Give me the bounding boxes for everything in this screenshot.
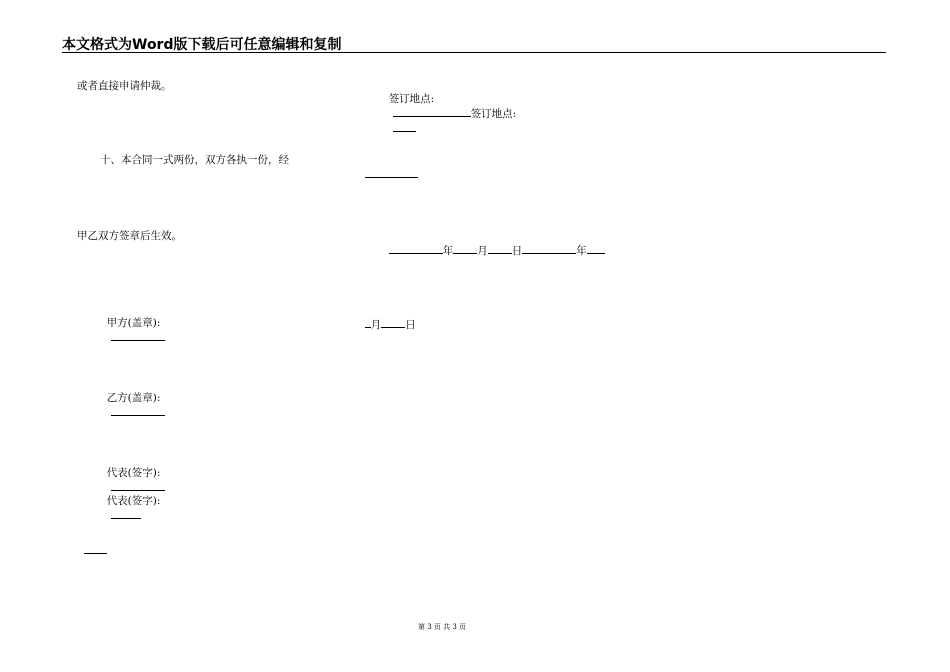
text-line-effective: 甲乙双方签章后生效。 (77, 230, 182, 242)
party-a-seal-label: 甲方(盖章): (106, 317, 161, 329)
day-label-2: 日 (405, 319, 416, 331)
signing-place-blank-3 (365, 167, 418, 178)
party-a-seal-blank (111, 330, 165, 341)
representative-a-blank (111, 480, 165, 491)
signing-place-continuation (358, 154, 418, 182)
header-rule (62, 52, 886, 53)
representative-sign-line (100, 454, 165, 523)
party-b-seal-line (100, 379, 165, 420)
day-label-1: 日 (511, 245, 523, 257)
month-blank-2 (587, 243, 605, 254)
document-header-title: 本文格式为Word版下载后可任意编辑和复制 (62, 37, 342, 53)
trailing-blank-line (77, 530, 107, 558)
month-blank-1 (453, 243, 477, 254)
signing-place-label-2: 签订地点: (470, 108, 517, 120)
day-blank-1 (488, 243, 512, 254)
year-blank-1 (389, 243, 443, 254)
signing-date-continuation (358, 304, 416, 332)
day-blank-2 (381, 317, 405, 328)
party-b-seal-blank (111, 405, 165, 416)
representative-b-blank (111, 508, 141, 519)
party-b-seal-label: 乙方(盖章): (106, 392, 161, 404)
year-label-1: 年 (442, 245, 454, 257)
year-label-2: 年 (576, 245, 587, 257)
trailing-blank (84, 543, 107, 554)
party-a-seal-line (100, 304, 165, 345)
representative-b-label: 代表(签字): (106, 495, 161, 507)
signing-place-blank-1 (393, 106, 471, 117)
month-label-1: 月 (477, 245, 488, 257)
page-number-footer: 第 3 页 共 3 页 (417, 623, 467, 631)
signing-place-label-1: 签订地点: (388, 93, 435, 105)
year-blank-2 (522, 243, 576, 254)
signing-date-line (382, 230, 605, 258)
text-line-copies: 十、本合同一式两份，双方各执一份，经 (100, 154, 289, 166)
month-label-2: 月 (370, 319, 382, 331)
signing-place-line (382, 80, 516, 136)
signing-place-blank-2 (393, 121, 416, 132)
text-line-arbitration: 或者直接申请仲裁。 (77, 80, 172, 92)
representative-a-label: 代表(签字): (106, 467, 161, 479)
